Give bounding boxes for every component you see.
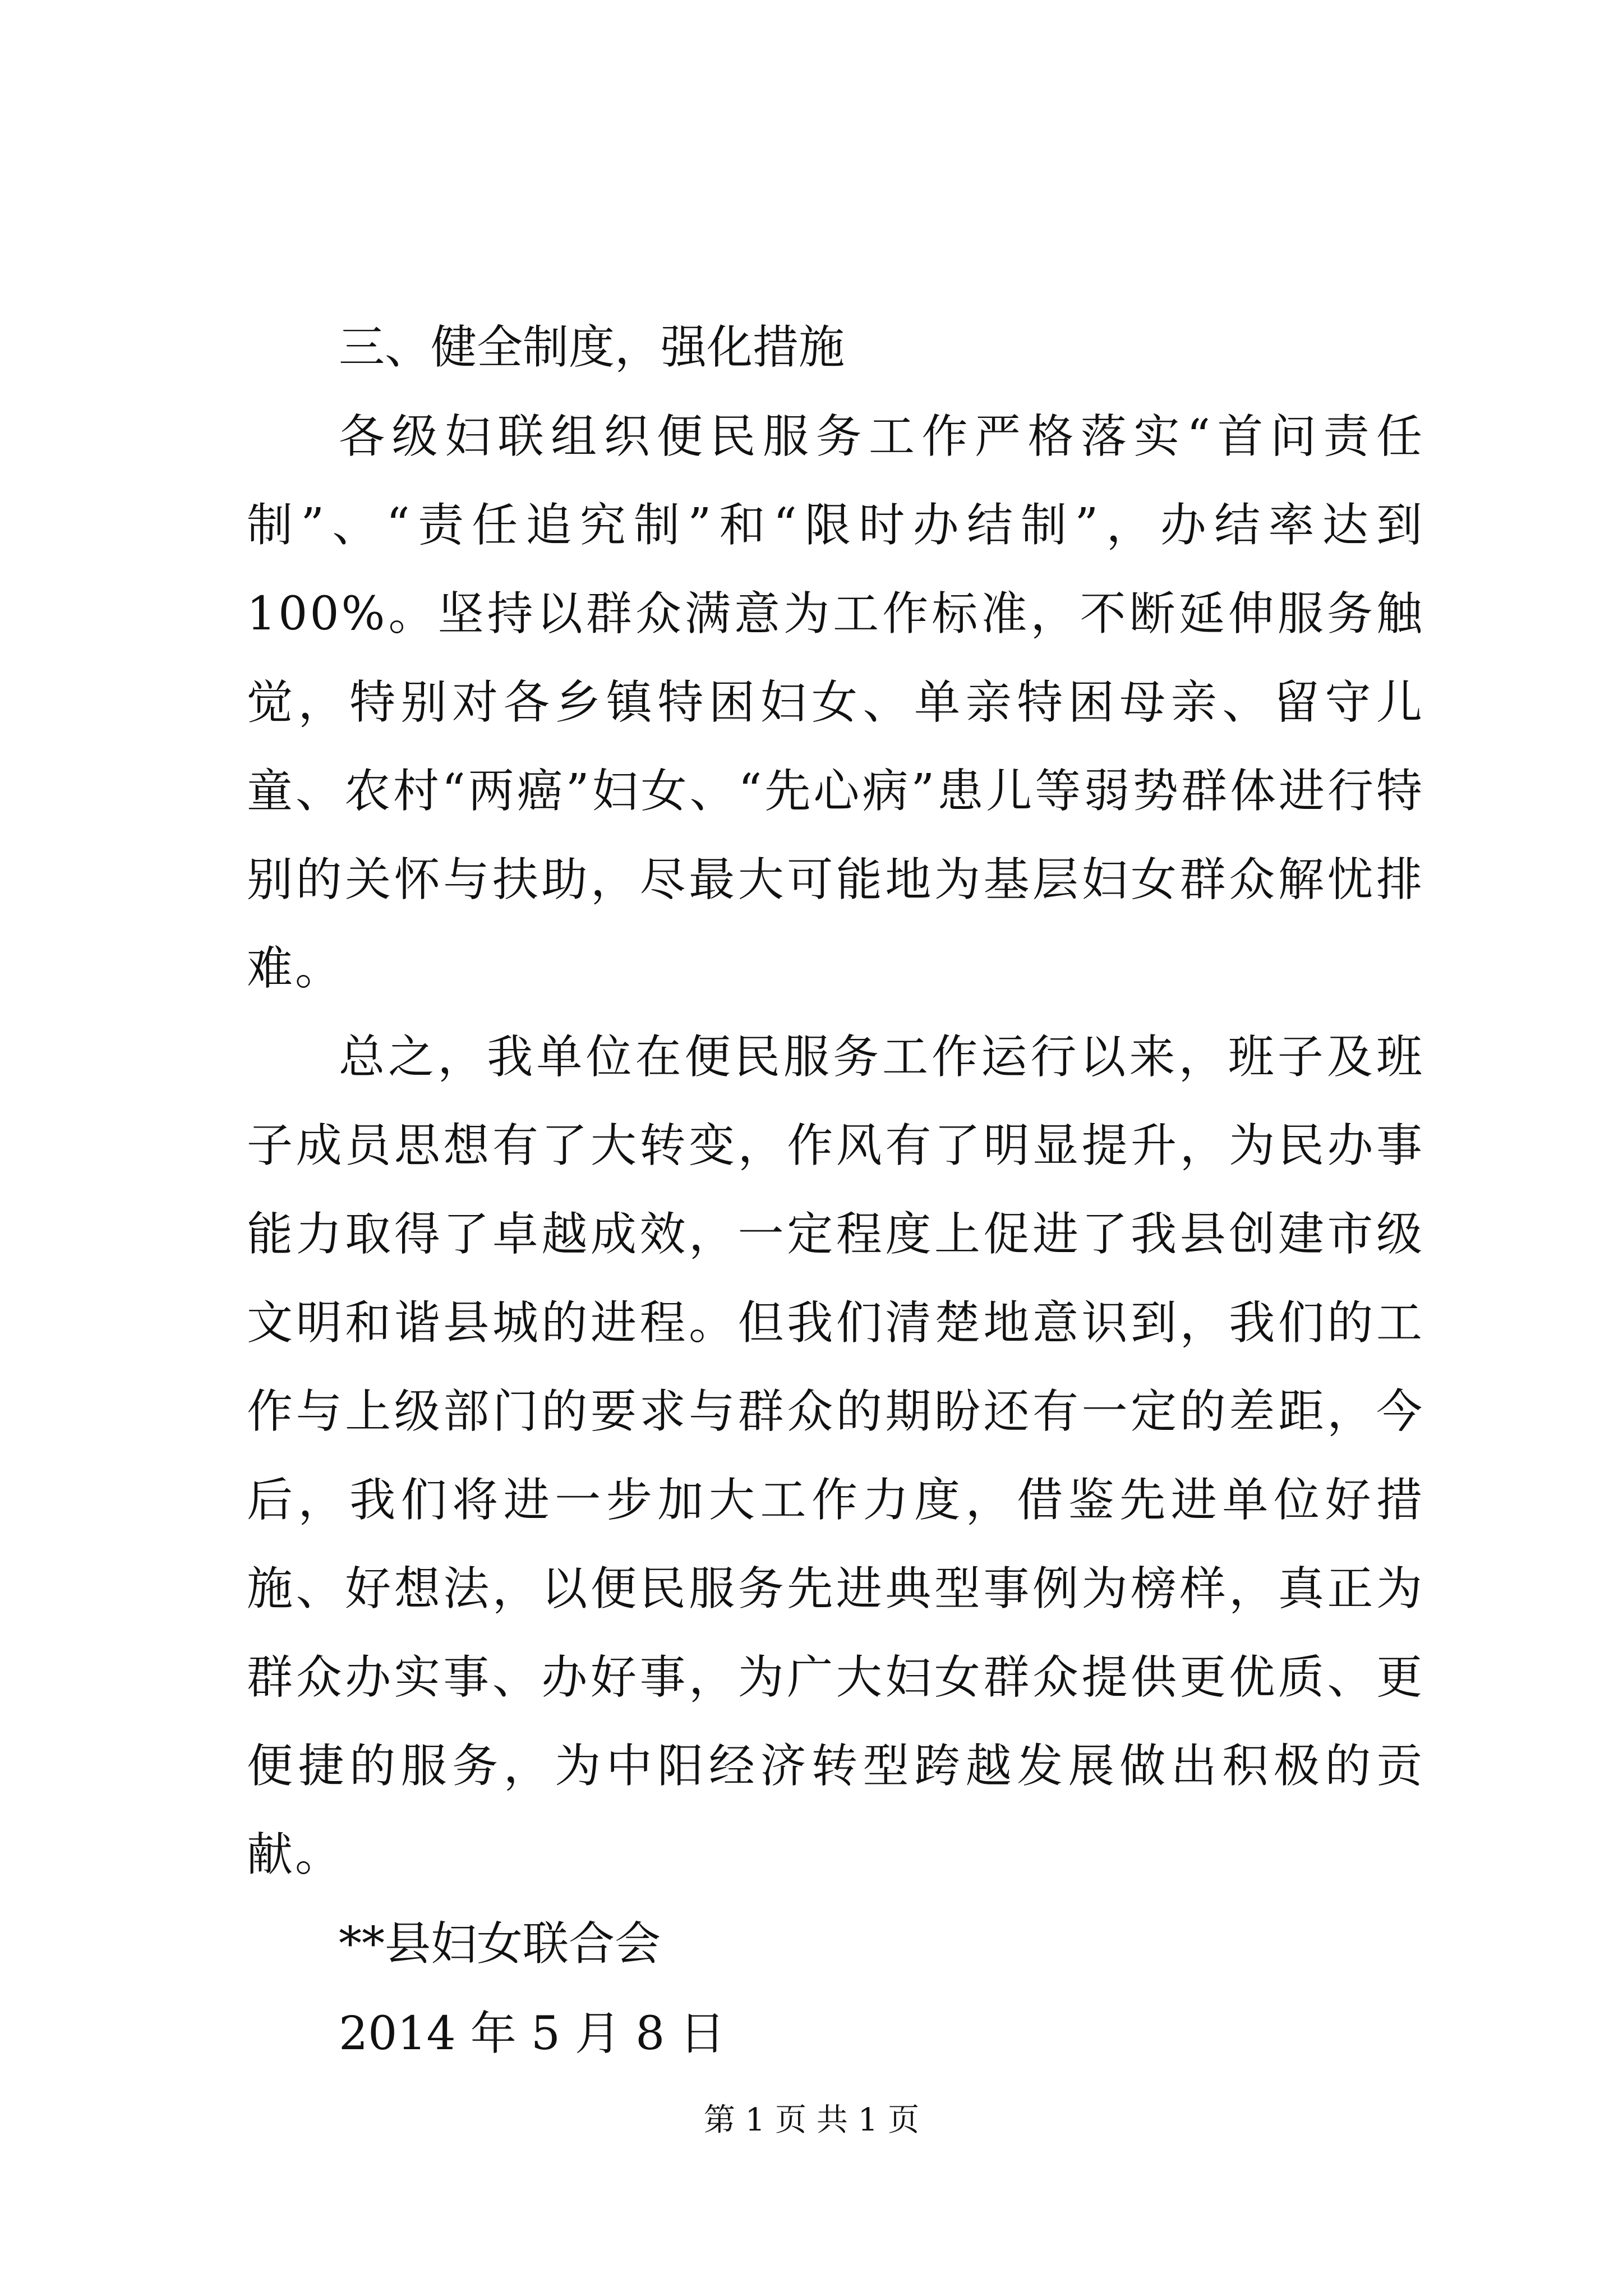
section-heading: 三、健全制度，强化措施 xyxy=(339,321,845,374)
paragraph-measures: 各级妇联组织便民服务工作严格落实“首问责任制”、“责任追究制”和“限时办结制”，办结率达到100%。坚持以群众满意为工作标准，不断延伸服务触觉，特别对各乡镇特困妇女、单亲特困母亲、留守儿童、农村“两癌”妇女、“先心病”患儿等弱势群体进行特别的关怀与扶助，尽最大可能地为基层妇女群众解忧排难。 xyxy=(247,410,1424,995)
signature-organization: **县妇女联合会 xyxy=(339,1917,661,1971)
document-body xyxy=(247,303,1424,2079)
signature-date: 2014 年 5 月 8 日 xyxy=(339,2007,726,2060)
page-footer: 第 1 页 共 1 页 xyxy=(703,2102,920,2138)
paragraph-summary: 总之，我单位在便民服务工作运行以来，班子及班子成员思想有了大转变，作风有了明显提升，为民办事能力取得了卓越成效，一定程度上促进了我县创建市级文明和谐县城的进程。但我们清楚地意识到，我们的工作与上级部门的要求与群众的期盼还有一定的差距，今后，我们将进一步加大工作力度，借鉴先进单位好措施、好想法，以便民服务先进典型事例为榜样，真正为群众办实事、办好事，为广大妇女群众提供更优质、更便捷的服务，为中阳经济转型跨越发展做出积极的贡献。 xyxy=(247,1030,1424,1881)
